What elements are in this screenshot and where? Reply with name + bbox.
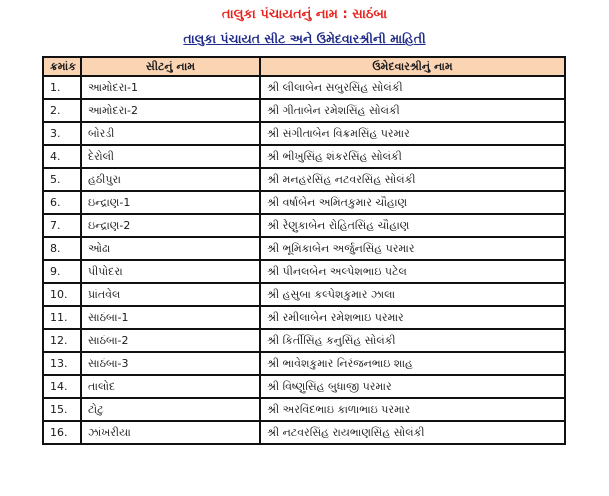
candidate-name-cell: શ્રી રેણુકાબેન રોહિતસિંહ ચૌહાણ [260,214,565,237]
table-row [43,214,565,237]
serial-cell: 7. [43,214,81,237]
table-row [43,76,565,99]
table-row [43,421,565,444]
table-row [43,306,565,329]
candidate-name-cell: શ્રી નટવરસિંહ રાયભાણસિંહ સોલંકી [260,421,565,444]
serial-cell: 6. [43,191,81,214]
serial-cell: 10. [43,283,81,306]
serial-cell: 2. [43,99,81,122]
serial-cell: 11. [43,306,81,329]
serial-cell: 1. [43,76,81,99]
serial-cell: 4. [43,145,81,168]
table-row [43,375,565,398]
table-row [43,145,565,168]
serial-cell: 3. [43,122,81,145]
table-row [43,398,565,421]
seat-name-cell: હઠીપુરા [81,168,260,191]
seat-name-cell: ઇન્દ્રાણ-1 [81,191,260,214]
table-row [43,191,565,214]
table-row [43,168,565,191]
seat-name-cell: આમોદરા-1 [81,76,260,99]
seat-name-cell: બોરડી [81,122,260,145]
seat-name-cell: ટોટુ [81,398,260,421]
candidate-name-cell: શ્રી અરવિંદભાઇ કાળાભાઇ પરમાર [260,398,565,421]
serial-cell: 9. [43,260,81,283]
seat-name-cell: ઓઢા [81,237,260,260]
table-row [43,352,565,375]
candidate-name-cell: શ્રી પીનલબેન અલ્પેશભાઇ પટેલ [260,260,565,283]
column-header-serial: ક્રમાંક [43,57,81,76]
candidate-table [42,56,566,445]
serial-cell: 8. [43,237,81,260]
page-subtitle: તાલુકા પંચાયત સીટ અને ઉમેદવારશ્રીની માહિતી [183,31,426,46]
seat-name-cell: ઇન્દ્રાણ-2 [81,214,260,237]
candidate-name-cell: શ્રી ગીતાબેન રમેશસિંહ સોલંકી [260,99,565,122]
serial-cell: 12. [43,329,81,352]
column-header-seat: સીટનું નામ [81,57,260,76]
serial-cell: 16. [43,421,81,444]
candidate-name-cell: શ્રી ભાવેશકુમાર નિરંજનભાઇ શાહ [260,352,565,375]
candidate-name-cell: શ્રી મનહરસિંહ નટવરસિંહ સોલંકી [260,168,565,191]
table-row [43,329,565,352]
column-header-candidate: ઉમેદવારશ્રીનું નામ [260,57,565,76]
candidate-name-cell: શ્રી હસુબા કલ્પેશકુમાર ઝાલા [260,283,565,306]
candidate-name-cell: શ્રી રમીલાબેન રમેશભાઇ પરમાર [260,306,565,329]
seat-name-cell: સાઠંબા-1 [81,306,260,329]
candidate-name-cell: શ્રી સંગીતાબેન વિક્રમસિંહ પરમાર [260,122,565,145]
table-row [43,260,565,283]
serial-cell: 14. [43,375,81,398]
table-header-row [43,57,565,76]
seat-name-cell: દેરોલી [81,145,260,168]
serial-cell: 5. [43,168,81,191]
seat-name-cell: તાલોદ [81,375,260,398]
serial-cell: 15. [43,398,81,421]
table-row [43,122,565,145]
table-row [43,283,565,306]
candidate-name-cell: શ્રી વર્ષાબેન અમિતકુમાર ચૌહાણ [260,191,565,214]
seat-name-cell: સાઠંબા-3 [81,352,260,375]
candidate-name-cell: શ્રી કિર્તીસિંહ કનુસિંહ સોલંકી [260,329,565,352]
candidate-name-cell: શ્રી ભીખુસિંહ શંકરસિંહ સોલંકી [260,145,565,168]
candidate-name-cell: શ્રી લીલાબેન સબુરસિંહ સોલંકી [260,76,565,99]
seat-name-cell: ઝાંખરીયા [81,421,260,444]
table-row [43,237,565,260]
candidate-name-cell: શ્રી વિષ્ણુસિંહ બુધાજી પરમાર [260,375,565,398]
serial-cell: 13. [43,352,81,375]
seat-name-cell: સાઠંબા-2 [81,329,260,352]
seat-name-cell: પીપોદરા [81,260,260,283]
seat-name-cell: આમોદરા-2 [81,99,260,122]
page-title: તાલુકા પંચાયતનું નામ : સાઠંબા [221,7,388,22]
seat-name-cell: પ્રાંતવેલ [81,283,260,306]
candidate-name-cell: શ્રી ભૂમિકાબેન અર્જુનસિંહ પરમાર [260,237,565,260]
table-row [43,99,565,122]
